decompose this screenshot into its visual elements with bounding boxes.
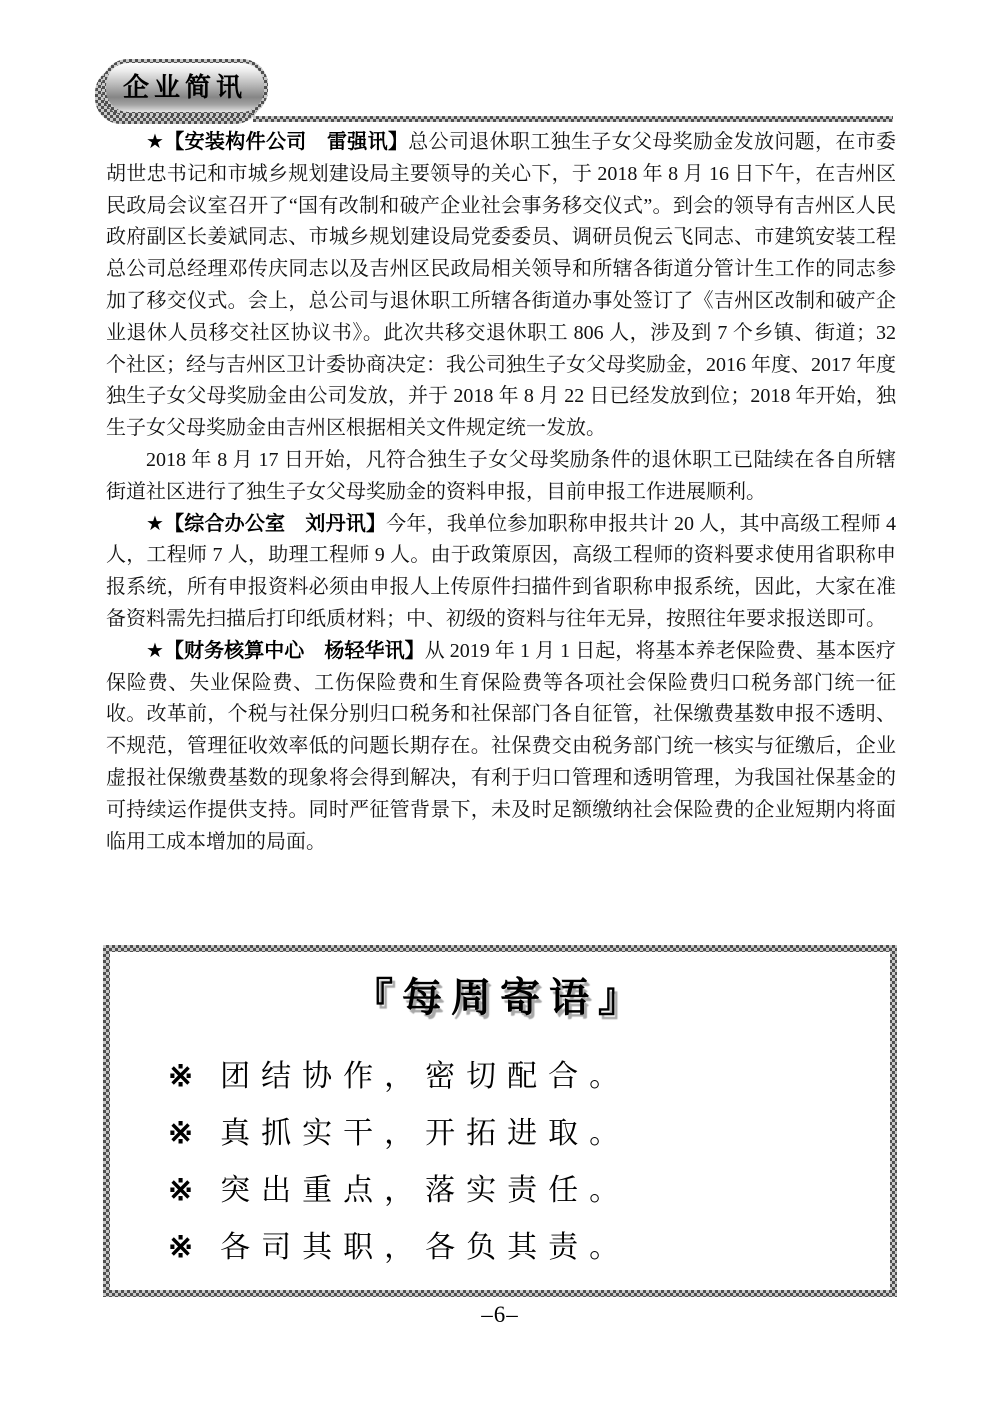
weekly-message-item bbox=[168, 1219, 862, 1276]
article-body: 从 2019 年 1 月 1 日起，将基本养老保险费、基本医疗保险费、失业保险费、工伤保险费和生育保险费等各项社会保险费归口税务部门统一征收。改革前，个税与社保分别归口税务和社保部门各自征管，社保缴费基数申报不透明、不规范，管理征收效率低的问题长期存在。社保费交由税务部门统一核实与征缴后，企业虚报社保缴费基数的现象将会得到解决，有利于归口管理和透明管理，为我国社保基金的可持续运作提供支持。同时严征管背景下，未及时足额缴纳社会保险费的企业短期内将面临用工成本增加的局面。 bbox=[106, 639, 897, 853]
article-header: 【安装构件公司 雷强讯】 bbox=[164, 131, 409, 153]
weekly-message-text: 突出重点，落实责任。 bbox=[220, 1174, 631, 1207]
article-paragraph bbox=[106, 636, 896, 859]
weekly-message-item bbox=[168, 1105, 862, 1162]
article-paragraph bbox=[106, 509, 896, 636]
article-body: 今年，我单位参加职称申报共计 20 人，其中高级工程师 4 人，工程师 7 人，助理工程师 9 人。由于政策原因，高级工程师的资料要求使用省职称申报系统，所有申报资料必须由申报人上传原件扫描件到省职称申报系统，因此，大家在准备资料需先扫描后打印纸质材料；中、初级的资料与往年无异，按照往年要求报送即可。 bbox=[106, 512, 897, 630]
article-header: 【综合办公室 刘丹讯】 bbox=[164, 512, 387, 535]
articles-section bbox=[106, 127, 896, 858]
star-icon: ★ bbox=[146, 639, 164, 662]
reference-mark-icon: ※ bbox=[168, 1174, 205, 1207]
star-icon: ★ bbox=[146, 131, 165, 153]
article-paragraph bbox=[106, 127, 896, 445]
reference-mark-icon: ※ bbox=[168, 1117, 205, 1150]
weekly-message-title: 『每周寄语』 bbox=[353, 975, 647, 1020]
header-rule bbox=[253, 116, 893, 122]
reference-mark-icon: ※ bbox=[168, 1231, 205, 1264]
section-badge bbox=[102, 59, 268, 116]
weekly-message-text: 团结协作，密切配合。 bbox=[220, 1060, 631, 1093]
page-number: –6– bbox=[481, 1302, 519, 1327]
article-paragraph bbox=[106, 445, 896, 509]
article-body: 总公司退休职工独生子女父母奖励金发放问题，在市委胡世忠书记和市城乡规划建设局主要领导的关心下，于 2018 年 8 月 16 日下午，在吉州区民政局会议室召开了“国有改制和破产企业社会事务移交仪式”。到会的领导有吉州区人民政府副区长姜斌同志、市城乡规划建设局党委委员、调研员倪云飞同志、市建筑安装工程总公司总经理邓传庆同志以及吉州区民政局相关领导和所辖各街道分管计生工作的同志参加了移交仪式。会上，总公司与退休职工所辖各街道办事处签订了《吉州区改制和破产企业退休人员移交社区协议书》。此次共移交退休职工 806 人，涉及到 7 个乡镇、街道；32 个社区；经与吉州区卫计委协商决定：我公司独生子女父母奖励金，2016 年度、2017 年度独生子女父母奖励金由公司发放，并于 2018 年 8 月 22 日已经发放到位；2018 年开始，独生子女父母奖励金由吉州区根据相关文件规定统一发放。 bbox=[106, 131, 897, 440]
weekly-message-item bbox=[168, 1048, 862, 1105]
weekly-message-text: 真抓实干，开拓进取。 bbox=[220, 1117, 631, 1150]
weekly-message-inner bbox=[110, 952, 890, 1290]
article-header: 【财务核算中心 杨轻华讯】 bbox=[163, 639, 425, 662]
weekly-message-item bbox=[168, 1162, 862, 1219]
star-icon: ★ bbox=[146, 512, 165, 535]
article-body: 2018 年 8 月 17 日开始，凡符合独生子女父母奖励条件的退休职工已陆续在各自所辖街道社区进行了独生子女父母奖励金的资料申报，目前申报工作进展顺利。 bbox=[106, 448, 896, 503]
reference-mark-icon: ※ bbox=[168, 1060, 205, 1093]
weekly-message-box bbox=[103, 945, 897, 1297]
weekly-message-list bbox=[138, 1048, 862, 1276]
weekly-message-text: 各司其职，各负其责。 bbox=[220, 1231, 631, 1264]
badge-ring bbox=[102, 59, 268, 116]
section-badge-label: 企业简讯 bbox=[106, 63, 264, 112]
